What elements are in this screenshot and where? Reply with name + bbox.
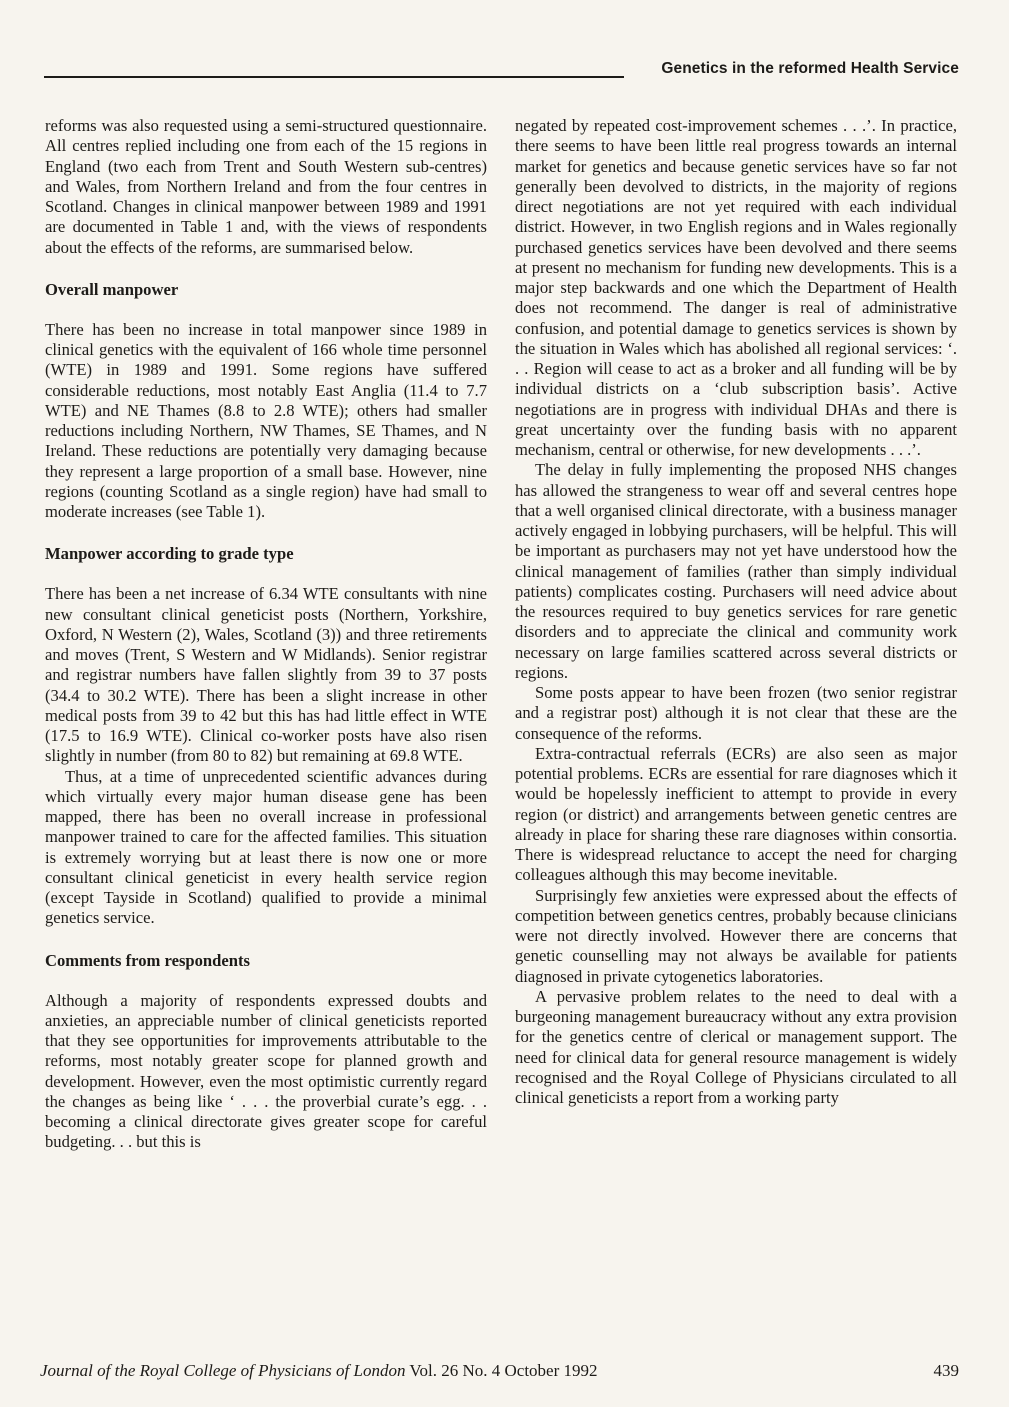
- journal-issue: Vol. 26 No. 4 October 1992: [405, 1361, 598, 1380]
- paragraph: negated by repeated cost-improvement schemes . . .’. In practice, there seems to have been little real progress towards an internal market for genetics and because genetic services have so far not generally been devolved to districts, in the majority of regions direct negotiations are not yet required with each individual district. However, in two English regions and in Wales regionally purchased genetics services have been devolved and there seems at present no mechanism for funding new developments. This is a major step backwards and one which the Department of Health does not recommend. The danger is real of administrative confusion, and potential damage to genetics services is shown by the situation in Wales which has abolished all regional services: ‘. . . Region will cease to act as a broker and all funding will be by individual districts on a ‘club subscription basis’. Active negotiations are in progress with individual DHAs and there is great uncertainty over the funding basis with no apparent mechanism, central or otherwise, for new developments . . .’.: [515, 116, 957, 459]
- page-header: [44, 58, 959, 82]
- page-number: 439: [933, 1361, 959, 1380]
- journal-name: Journal of the Royal College of Physicians of London: [40, 1361, 406, 1380]
- paragraph: The delay in fully implementing the proposed NHS changes has allowed the strangeness to wear off and several centres hope that a well organised clinical directorate, with a business manager actively engaged in lobbying purchasers, will be helpful. This will be important as purchasers may not yet have understood how the clinical management of families (rather than simply individual patients) complicates costing. Purchasers will need advice about the resources required to buy genetics services for rare genetic disorders and to appreciate the clinical and community work necessary on large families scattered across several districts or regions.: [515, 460, 957, 682]
- header-rule: [44, 76, 624, 78]
- paragraph: There has been a net increase of 6.34 WTE consultants with nine new consultant clinical geneticist posts (Northern, Yorkshire, Oxford, N Western (2), Wales, Scotland (3)) and three retirements and moves (Trent, S Western and W Midlands). Senior registrar and registrar numbers have fallen slightly from 39 to 37 posts (34.4 to 30.2 WTE). There has been a slight increase in other medical posts from 39 to 42 but this has had little effect in WTE (17.5 to 16.9 WTE). Clinical co-worker posts have also risen slightly in number (from 80 to 82) but remaining at 69.8 WTE.: [45, 584, 487, 766]
- section-heading-overall-manpower: Overall manpower: [45, 279, 179, 299]
- paragraph: Some posts appear to have been frozen (two senior registrar and a registrar post) although it is not clear that these are the consequence of the reforms.: [515, 683, 957, 743]
- paragraph: Extra-contractual referrals (ECRs) are also seen as major potential problems. ECRs are essential for rare diagnoses which it would be hopelessly inefficient to attempt to provide in every region (or district) and arrangements between genetic centres are already in place for sharing these rare diagnoses within consortia. There is widespread reluctance to accept the need for charging colleagues although this may become inevitable.: [515, 743, 957, 885]
- right-column: [515, 116, 957, 1108]
- paragraph: A pervasive problem relates to the need to deal with a burgeoning management bureaucracy without any extra provision for the genetics centre of clerical or management support. The need for clinical data for general resource management is widely recognised and the Royal College of Physicians circulated to all clinical geneticists a report from a working party: [515, 986, 957, 1107]
- section-heading-grade-type: Manpower according to grade type: [45, 544, 294, 564]
- paragraph: reforms was also requested using a semi-structured questionnaire. All centres replied including one from each of the 15 regions in England (two each from Trent and South Western sub-centres) and Wales, from Northern Ireland and from the four centres in Scotland. Changes in clinical manpower between 1989 and 1991 are documented in Table 1 and, with the views of respondents about the effects of the reforms, are summarised below.: [45, 116, 487, 257]
- page-footer: [40, 1361, 959, 1381]
- paragraph: Surprisingly few anxieties were expressed about the effects of competition between genetics centres, probably because clinicians were not directly involved. However there are concerns that genetic counselling may not always be available for patients diagnosed in private cytogenetics laboratories.: [515, 885, 957, 986]
- running-head: Genetics in the reformed Health Service: [661, 60, 959, 77]
- paragraph: Thus, at a time of unprecedented scientific advances during which virtually every major human disease gene has been mapped, there has been no overall increase in professional manpower trained to care for the affected families. This situation is extremely worrying but at least there is now one or more consultant clinical geneticist in every health service region (except Tayside in Scotland) qualified to provide a minimal genetics service.: [45, 766, 487, 928]
- left-column: [45, 116, 487, 1153]
- paragraph: There has been no increase in total manpower since 1989 in clinical genetics with the equivalent of 166 whole time personnel (WTE) in 1989 and 1991. Some regions have suffered considerable reductions, most notably East Anglia (11.4 to 7.7 WTE) and NE Thames (8.8 to 2.8 WTE); others had smaller reductions including Northern, NW Thames, SE Thames, and N Ireland. These reductions are potentially very damaging because they represent a large proportion of a small base. However, nine regions (counting Scotland as a single region) have had small to moderate increases (see Table 1).: [45, 319, 487, 521]
- paragraph: Although a majority of respondents expressed doubts and anxieties, an appreciable number of clinical geneticists reported that they see opportunities for improvements attributable to the reforms, most notably greater scope for planned growth and development. However, even the most optimistic currently regard the changes as being like ‘ . . . the proverbial curate’s egg. . . becoming a clinical directorate gives greater scope for careful budgeting. . . but this is: [45, 990, 487, 1152]
- section-heading-comments: Comments from respondents: [45, 950, 250, 970]
